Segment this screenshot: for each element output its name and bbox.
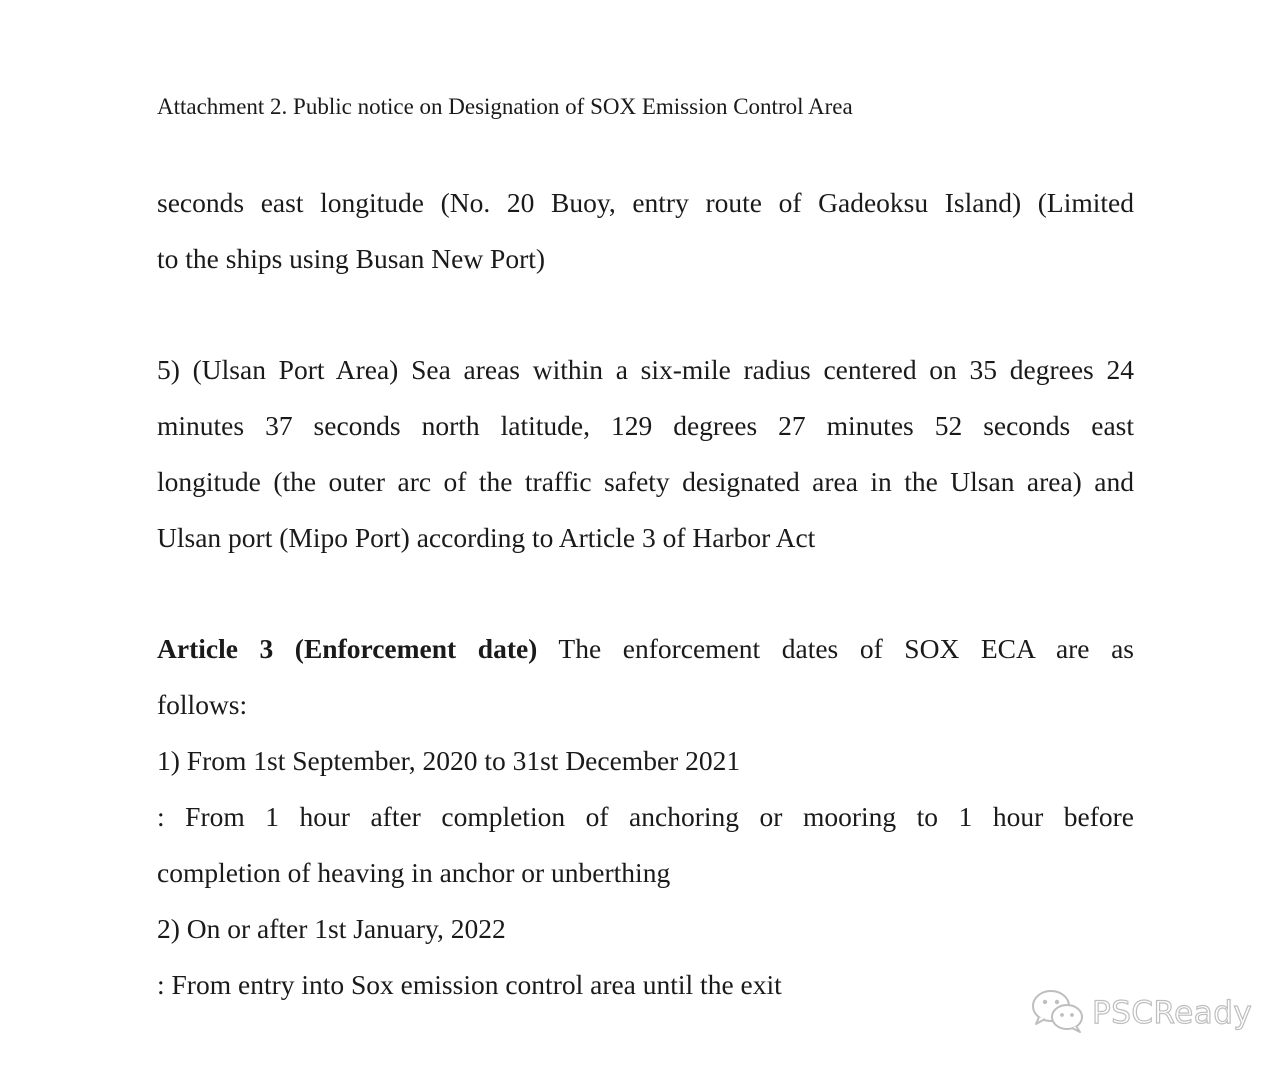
watermark-text: PSCReady	[1092, 995, 1253, 1031]
text-line: minutes 37 seconds north latitude, 129 degrees 27 minutes 52 seconds east	[157, 410, 1134, 441]
text-line: follows:	[157, 689, 248, 720]
paragraph-ulsan-port-area	[157, 342, 1134, 566]
text-line: 5) (Ulsan Port Area) Sea areas within a six-mile radius centered on 35 degrees 24	[157, 354, 1134, 385]
article-3-heading: Article 3 (Enforcement date)	[157, 633, 538, 664]
watermark	[1030, 990, 1252, 1036]
list-item-2-title: 2) On or after 1st January, 2022	[157, 913, 506, 944]
text-line: seconds east longitude (No. 20 Buoy, entry route of Gadeoksu Island) (Limited	[157, 187, 1134, 218]
list-item-1-description-cont: completion of heaving in anchor or unberthing	[157, 857, 671, 888]
list-item-1-title: 1) From 1st September, 2020 to 31st December 2021	[157, 745, 741, 776]
article-3-intro-text: The enforcement dates of SOX ECA are as	[558, 633, 1134, 664]
paragraph-continuation	[157, 175, 1134, 287]
wechat-icon	[1030, 988, 1086, 1039]
article-3-intro-line	[157, 621, 1134, 677]
text-line: longitude (the outer arc of the traffic safety designated area in the Ulsan area) and	[157, 466, 1134, 497]
text-line: Ulsan port (Mipo Port) according to Article 3 of Harbor Act	[157, 522, 816, 553]
list-item-2-description: : From entry into Sox emission control area until the exit	[157, 969, 782, 1000]
article-3-enforcement-date	[157, 621, 1134, 1013]
page-header: Attachment 2. Public notice on Designation of SOX Emission Control Area	[157, 94, 853, 119]
list-item-1-description: : From 1 hour after completion of anchoring or mooring to 1 hour before	[157, 801, 1134, 832]
text-line: to the ships using Busan New Port)	[157, 243, 546, 274]
